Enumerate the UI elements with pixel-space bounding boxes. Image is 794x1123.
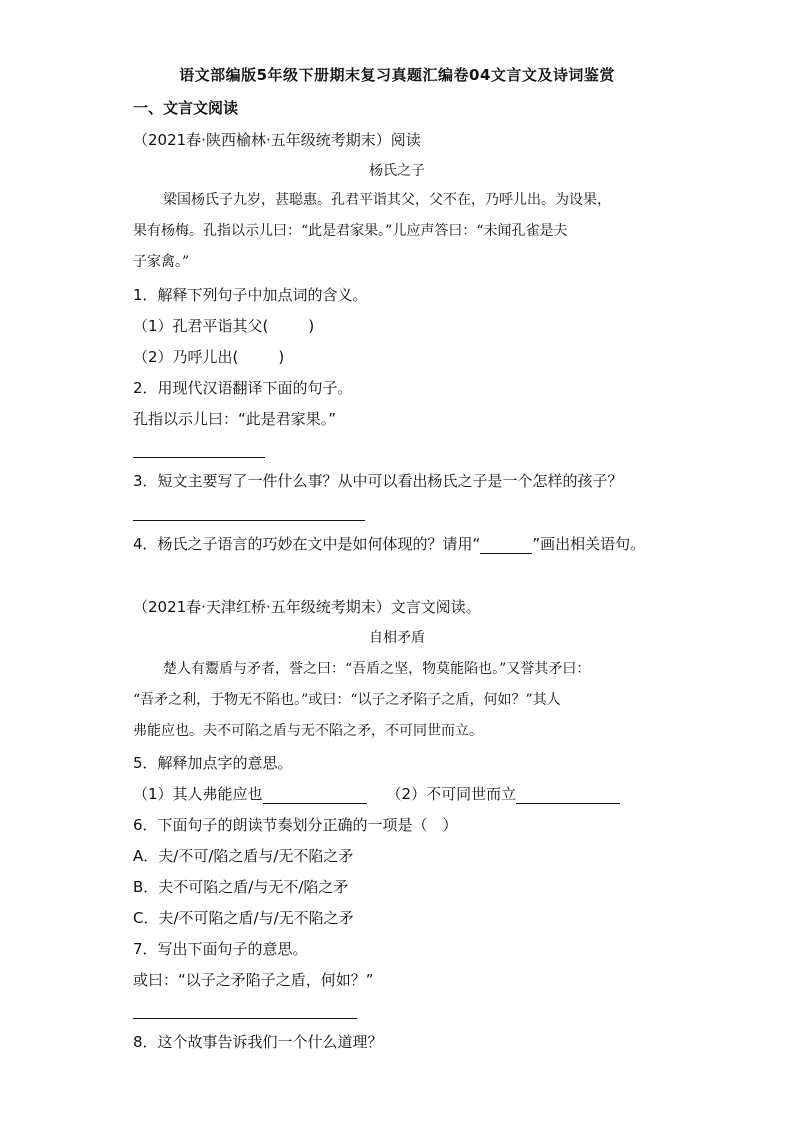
question-5-items <box>133 784 694 804</box>
question-2: 2．用现代汉语翻译下面的句子。 <box>133 379 353 397</box>
answer-line[interactable] <box>133 457 265 458</box>
question-7: 7．写出下面句子的意思。 <box>133 940 308 958</box>
question-1-1-close: ) <box>308 317 315 335</box>
question-4-text-b: ”画出相关语句。 <box>532 535 646 553</box>
passage2-text-line3: 弗能应也。夫不可陷之盾与无不陷之矛，不可同世而立。 <box>133 723 483 739</box>
answer-blank[interactable] <box>263 803 367 804</box>
option-c[interactable]: C．夫/不可陷之盾/与/无不陷之矛 <box>133 909 354 927</box>
question-2-sentence: 孔指以示儿曰：“此是君家果。” <box>133 410 337 428</box>
passage2-source: （2021春·天津红桥·五年级统考期末）文言文阅读。 <box>133 598 481 616</box>
question-1-2-text: （2）乃呼儿出( <box>133 348 239 366</box>
question-1-2 <box>133 347 694 367</box>
answer-line[interactable] <box>133 520 365 521</box>
question-6: 6．下面句子的朗读节奏划分正确的一项是（ ） <box>133 816 458 834</box>
passage1-text-line2: 果有杨梅。孔指以示儿曰：“此是君家果。”儿应声答曰：“未闻孔雀是夫 <box>133 223 568 239</box>
passage1-source: （2021春·陕西榆林·五年级统考期末）阅读 <box>133 131 421 149</box>
question-3: 3．短文主要写了一件什么事？从中可以看出杨氏之子是一个怎样的孩子？ <box>133 472 623 490</box>
answer-blank[interactable] <box>516 803 620 804</box>
question-4 <box>133 534 694 554</box>
passage1-text-line3: 子家禽。” <box>133 254 190 270</box>
question-1-2-close: ) <box>278 348 285 366</box>
underline-sample <box>480 553 532 554</box>
question-4-text-a: 4．杨氏之子语言的巧妙在文中是如何体现的？请用“ <box>133 535 481 553</box>
answer-line[interactable] <box>133 1018 357 1019</box>
section-heading: 一、文言文阅读 <box>133 99 239 117</box>
passage2-text-line2: “吾矛之利，于物无不陷也。”或曰：“以子之矛陷子之盾，何如？”其人 <box>133 692 561 708</box>
option-b[interactable]: B．夫不可陷之盾/与无不/陷之矛 <box>133 878 349 896</box>
question-5-2-text: （2）不可同世而立 <box>386 785 517 803</box>
question-5: 5．解释加点字的意思。 <box>133 754 293 772</box>
passage2-text-line1: 楚人有鬻盾与矛者，誉之曰：“吾盾之坚，物莫能陷也。”又誉其矛曰： <box>163 661 591 677</box>
passage1-text-line1: 梁国杨氏子九岁，甚聪惠。孔君平诣其父，父不在，乃呼儿出。为设果， <box>163 192 611 208</box>
page-title: 语文部编版5年级下册期末复习真题汇编卷04文言文及诗词鉴赏 <box>179 66 615 84</box>
question-1-1-text: （1）孔君平诣其父( <box>133 317 269 335</box>
question-1: 1．解释下列句子中加点词的含义。 <box>133 286 368 304</box>
option-a[interactable]: A．夫/不可/陷之盾与/无不陷之矛 <box>133 847 354 865</box>
question-7-sentence: 或曰：“以子之矛陷子之盾，何如？” <box>133 971 374 989</box>
question-8: 8．这个故事告诉我们一个什么道理？ <box>133 1033 383 1051</box>
passage1-title: 杨氏之子 <box>369 163 425 179</box>
question-1-1 <box>133 316 694 336</box>
question-5-1-text: （1）其人弗能应也 <box>133 785 263 803</box>
passage2-title: 自相矛盾 <box>369 630 425 646</box>
